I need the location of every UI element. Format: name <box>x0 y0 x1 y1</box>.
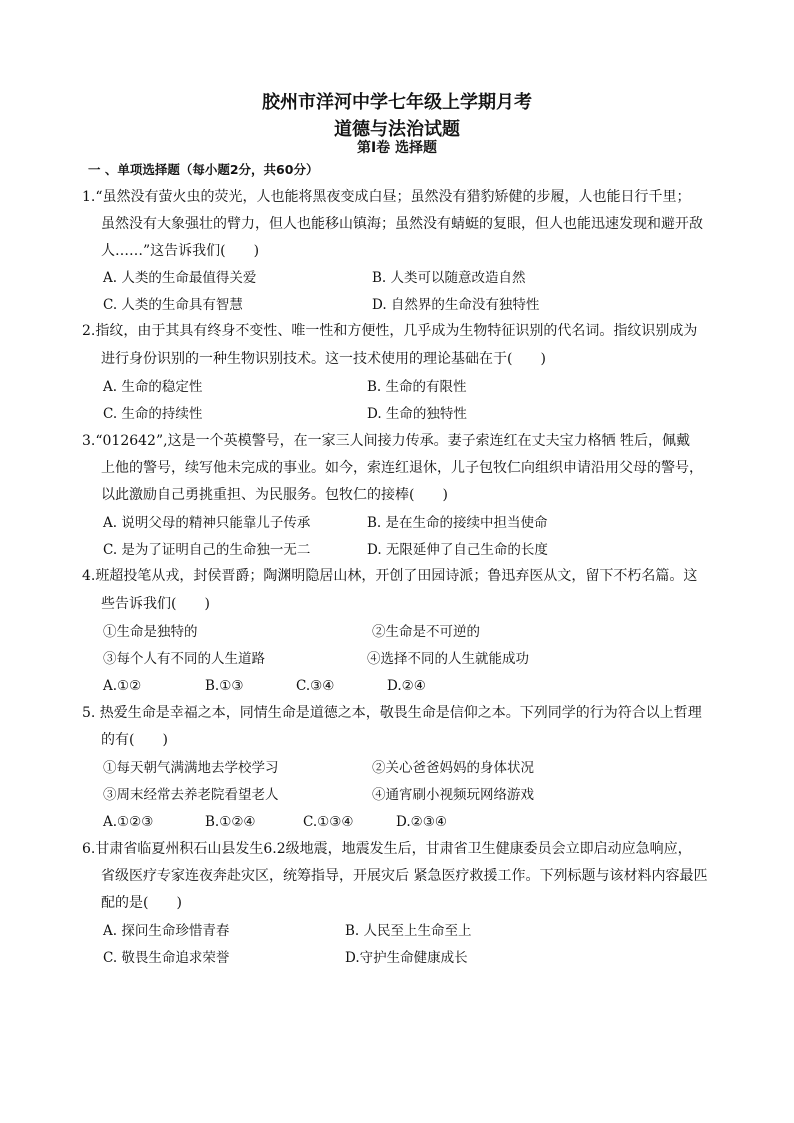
question-4-option-b: B.①③ <box>205 678 244 694</box>
question-5-option-c: C.①③④ <box>303 814 354 830</box>
question-4-statement-1: ①生命是独特的 <box>103 624 198 640</box>
question-2-line-2: 进行身份识别的一种生物识别技术。这一技术使用的理论基础在于( ) <box>101 351 546 367</box>
question-4-option-d: D.②④ <box>387 678 426 694</box>
exam-title: 胶州市洋河中学七年级上学期月考 <box>262 92 532 113</box>
question-5-option-b: B.①②④ <box>205 814 256 830</box>
question-2-option-b: B. 生命的有限性 <box>367 379 467 395</box>
question-1-line-2: 虽然没有大象强壮的臂力，但人也能移山镇海；虽然没有蜻蜓的复眼，但人也能迅速发现和避开敌 <box>101 216 703 232</box>
question-2-line-1: 2.指纹，由于其具有终身不变性、唯一性和方便性，几乎成为生物特征识别的代名词。指纹识别成为 <box>82 323 698 339</box>
question-3-line-2: 上他的警号，续写他未完成的事业。如今，索连红退休，儿子包牧仁向组织申请沿用父母的警号， <box>101 460 703 476</box>
question-3-option-b: B. 是在生命的接续中担当使命 <box>367 515 548 531</box>
question-1-option-a: A. 人类的生命最值得关爱 <box>103 270 257 286</box>
section-heading: 一 、单项选择题（每小题2分，共60分） <box>88 162 319 177</box>
question-6-option-d: D.守护生命健康成长 <box>345 950 468 966</box>
question-4-line-1: 4.班超投笔从戎，封侯晋爵；陶渊明隐居山林，开创了田园诗派；鲁迅弃医从文，留下不朽名篇。这 <box>82 568 698 584</box>
question-5-statement-3: ③周末经常去养老院看望老人 <box>103 787 279 803</box>
question-6-option-c: C. 敬畏生命追求荣誉 <box>103 950 230 966</box>
question-5-statement-1: ①每天朝气满满地去学校学习 <box>103 760 279 776</box>
question-5-option-d: D.②③④ <box>396 814 447 830</box>
question-3-line-1: 3.“012642”,这是一个英模警号，在一家三人间接力传承。妻子索连红在丈夫宝力格牺 牲后，佩戴 <box>82 433 691 449</box>
question-4-statement-3: ③每个人有不同的人生道路 <box>103 651 265 667</box>
question-3-line-3: 以此激励自己勇挑重担、为民服务。包牧仁的接棒( ) <box>101 487 448 503</box>
question-2-option-c: C. 生命的持续性 <box>103 406 203 422</box>
question-5-statement-2: ②关心爸爸妈妈的身体状况 <box>372 760 534 776</box>
question-6-line-1: 6.甘肃省临夏州积石山县发生6.2级地震，地震发生后，甘肃省卫生健康委员会立即启动应急响应， <box>82 841 692 857</box>
question-2-option-d: D. 生命的独特性 <box>367 406 467 422</box>
question-5-statement-4: ④通宵刷小视频玩网络游戏 <box>372 787 534 803</box>
volume-heading: 第Ⅰ卷 选择题 <box>356 140 438 156</box>
question-1-option-c: C. 人类的生命具有智慧 <box>103 297 243 313</box>
question-2-option-a: A. 生命的稳定性 <box>103 379 203 395</box>
question-1-option-b: B. 人类可以随意改造自然 <box>372 270 526 286</box>
question-5-line-1: 5. 热爱生命是幸福之本，同情生命是道德之本，敬畏生命是信仰之本。下列同学的行为符合以上哲理 <box>82 705 702 721</box>
question-6-option-b: B. 人民至上生命至上 <box>345 923 472 939</box>
question-4-statement-2: ②生命是不可逆的 <box>372 624 480 640</box>
question-4-option-c: C.③④ <box>296 678 335 694</box>
question-1-option-d: D. 自然界的生命没有独特性 <box>372 297 540 313</box>
question-1-line-1: 1.“虽然没有萤火虫的荧光，人也能将黑夜变成白昼；虽然没有猎豹矫健的步履，人也能日行千里； <box>82 189 691 205</box>
question-6-line-2: 省级医疗专家连夜奔赴灾区，统筹指导，开展灾后 紧急医疗救援工作。下列标题与该材料内容最匹 <box>101 868 708 884</box>
question-1-line-3: 人……”这告诉我们( ) <box>101 243 260 259</box>
question-5-option-a: A.①②③ <box>103 814 154 830</box>
question-6-option-a: A. 探问生命珍惜青春 <box>103 923 230 939</box>
question-3-option-c: C. 是为了证明自己的生命独一无二 <box>103 542 311 558</box>
exam-subtitle: 道德与法治试题 <box>334 119 460 140</box>
question-3-option-a: A. 说明父母的精神只能靠儿子传承 <box>103 515 311 531</box>
question-6-line-3: 配的是( ) <box>101 895 182 911</box>
question-4-option-a: A.①② <box>103 678 142 694</box>
question-5-line-2: 的有( ) <box>101 732 168 748</box>
question-4-statement-4: ④选择不同的人生就能成功 <box>367 651 529 667</box>
question-4-line-2: 些告诉我们( ) <box>101 596 210 612</box>
question-3-option-d: D. 无限延伸了自己生命的长度 <box>367 542 548 558</box>
